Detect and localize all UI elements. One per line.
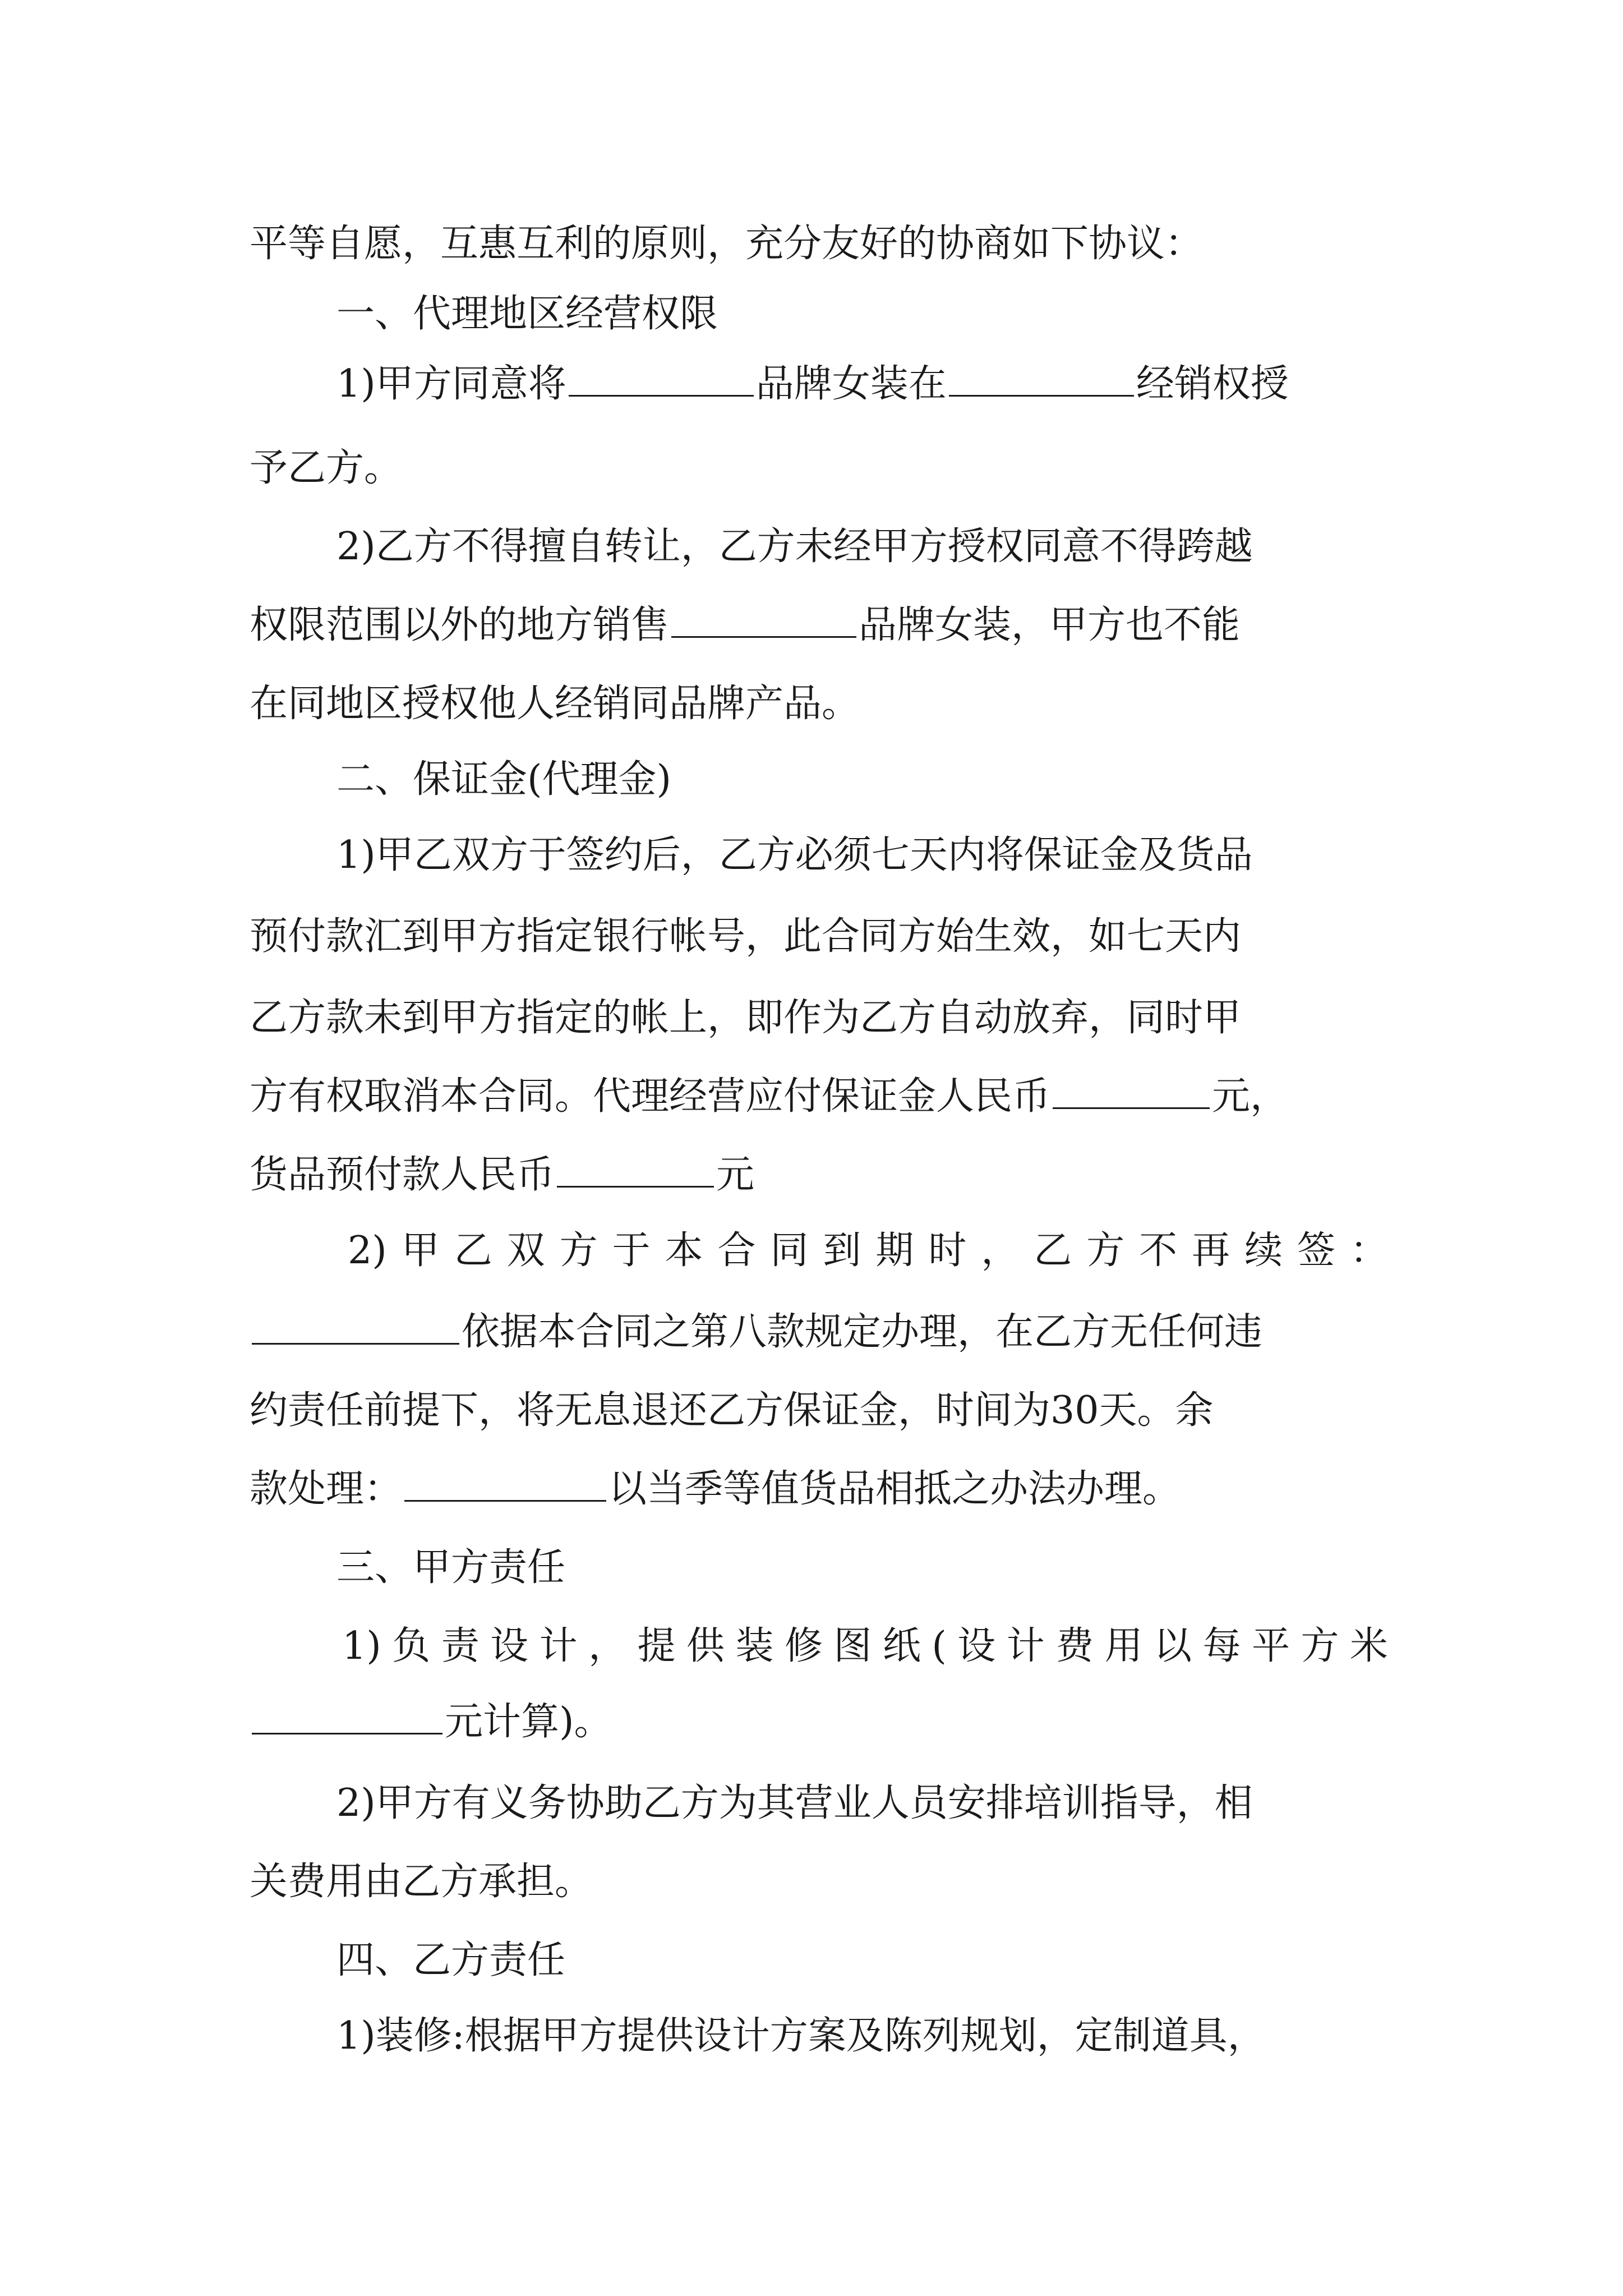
text-line (336, 516, 1388, 578)
line-text: 1)装修:根据甲方提供设计方案及陈列规划，定制道具， (336, 2014, 1266, 2058)
line-text: 关费用由乙方承担。 (250, 1860, 593, 1904)
line-text: 依据本合同之第八款规定办理，在乙方无任何违 (462, 1310, 1263, 1354)
line-text: 2)甲方有义务协助乙方为其营业人员安排培训指导，相 (336, 1781, 1253, 1825)
line-text: 预付款汇到甲方指定银行帐号，此合同方始生效，如七天内 (250, 914, 1242, 959)
text-line (336, 1773, 1388, 1834)
line-text: 权限范围以外的地方销售 (250, 603, 670, 647)
text-line (250, 1691, 1388, 1753)
section-heading (336, 283, 1388, 345)
text-line (250, 1301, 1388, 1363)
line-text: 元 (716, 1153, 755, 1197)
text-line (250, 1458, 1388, 1520)
line-text: 予乙方。 (250, 446, 403, 490)
line-text: 1)甲方同意将 (336, 362, 566, 406)
line-text: 经销权授 (1136, 362, 1289, 406)
text-line (250, 1380, 1388, 1442)
line-text: 乙方款未到甲方指定的帐上，即作为乙方自动放弃，同时甲 (250, 996, 1242, 1040)
fill-in-blank (252, 1698, 442, 1734)
line-text: 1)负责设计，提供装修图纸(设计费用以每平方米 (342, 1624, 1388, 1668)
line-text: 平等自愿，互惠互利的原则，充分友好的协商如下协议： (250, 222, 1204, 266)
line-text: 款处理： (250, 1467, 403, 1511)
fill-in-blank (671, 601, 856, 638)
text-line (250, 595, 1388, 656)
text-line (250, 438, 1388, 499)
text-line (250, 906, 1388, 968)
heading-text: 二、保证金(代理金) (336, 757, 672, 802)
text-line (250, 987, 1388, 1049)
heading-text: 一、代理地区经营权限 (336, 292, 718, 336)
section-heading (336, 1930, 1388, 1991)
line-text: 方有权取消本合同。代理经营应付保证金人民币 (250, 1074, 1051, 1119)
line-text: 以当季等值货品相抵之办法办理。 (608, 1467, 1181, 1511)
section-heading (336, 749, 1388, 811)
line-text: 2)乙方不得擅自转让，乙方未经甲方授权同意不得跨越 (336, 524, 1253, 569)
line-text: 品牌女装，甲方也不能 (859, 603, 1241, 647)
text-line (342, 1616, 1388, 1677)
line-text: 品牌女装在 (755, 362, 947, 406)
line-text: 2)甲乙双方于本合同到期时，乙方不再续签： (348, 1228, 1388, 1273)
section-heading (336, 1537, 1388, 1599)
text-line (336, 825, 1388, 886)
line-text: 1)甲乙双方于签约后，乙方必须七天内将保证金及货品 (336, 833, 1253, 877)
text-line (250, 1144, 1388, 1206)
text-line (250, 1851, 1388, 1913)
text-line (336, 353, 1388, 415)
line-text: 元， (1212, 1074, 1289, 1119)
fill-in-blank (557, 1151, 714, 1188)
fill-in-blank (404, 1465, 606, 1502)
text-line (250, 1066, 1388, 1128)
fill-in-blank (949, 360, 1134, 397)
line-text: 元计算)。 (445, 1700, 612, 1744)
text-line (348, 1220, 1388, 1282)
line-text: 约责任前提下，将无息退还乙方保证金，时间为30天。余 (250, 1388, 1214, 1433)
text-line (250, 673, 1388, 735)
fill-in-blank (569, 360, 754, 397)
heading-text: 四、乙方责任 (336, 1938, 566, 1982)
line-text: 货品预付款人民币 (250, 1153, 555, 1197)
text-line (250, 213, 1388, 275)
text-line (336, 2005, 1388, 2067)
line-text: 在同地区授权他人经销同品牌产品。 (250, 682, 860, 726)
heading-text: 三、甲方责任 (336, 1545, 566, 1590)
fill-in-blank (252, 1308, 459, 1345)
fill-in-blank (1053, 1073, 1210, 1109)
